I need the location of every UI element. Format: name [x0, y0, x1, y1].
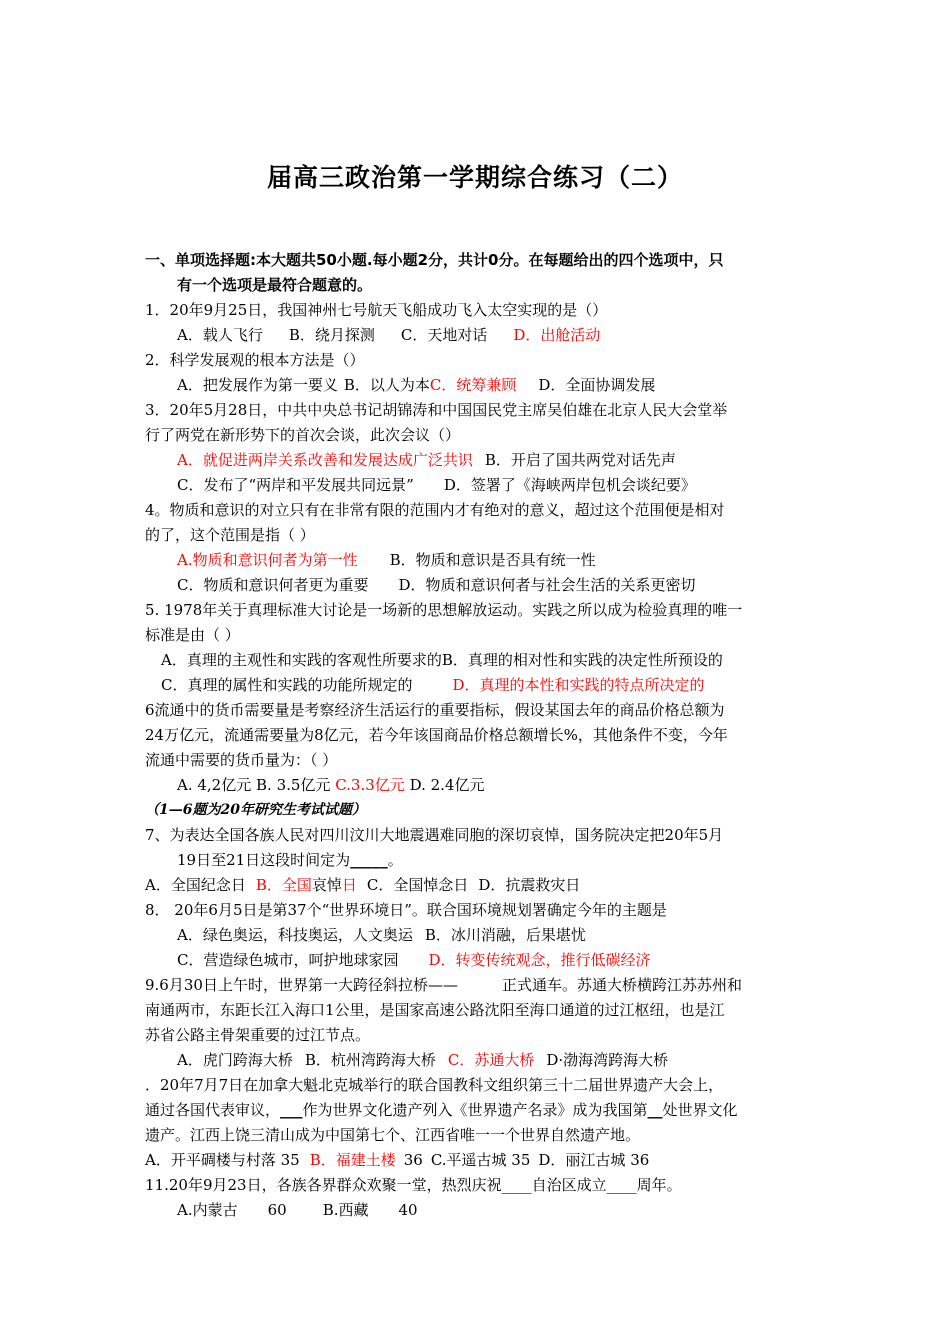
question-3-stem-cont: 行了两党在新形势下的首次会谈，此次会议（）	[145, 426, 461, 444]
option-c-answer: C.3.3亿元	[335, 776, 405, 794]
question-10-stem: ．20年7月7日在加拿大魁北克城举行的联合国教科文组织第三十二届世界遗产大会上，	[145, 1076, 724, 1094]
question-5-options-cd	[145, 673, 810, 698]
question-5-options-ab	[145, 648, 810, 673]
question-10-text: 通过各国代表审议，	[145, 1101, 281, 1119]
option-b: B．绕月探测	[288, 326, 375, 344]
option-b-number: 36	[403, 1151, 423, 1169]
question-3-options-cd	[145, 473, 810, 498]
question-7-period: 。	[387, 851, 403, 869]
option-a: A．全国纪念日	[145, 876, 246, 894]
option-a-number: 60	[267, 1201, 287, 1219]
question-6-stem: 6流通中的货币需要量是考察经济生活运行的重要指标，假设某国去年的商品价格总额为	[145, 701, 725, 719]
option-b-answer: B．福建土楼	[309, 1151, 396, 1169]
question-2-stem: 2．科学发展观的根本方法是（）	[145, 351, 365, 369]
option-d: D．全面协调发展	[538, 376, 656, 394]
option-b: B．开启了国共两党对话先声	[484, 451, 676, 469]
question-7-options	[145, 873, 810, 898]
option-d-answer: D．转变传统观念，推行低碳经济	[428, 951, 651, 969]
question-9-text-cont: 正式通车。苏通大桥横跨江苏苏州和	[501, 976, 742, 994]
option-a: A. 4,2亿元	[177, 776, 252, 794]
option-c: C．全国悼念日	[366, 876, 469, 894]
question-7-text: 19日至21日这段时间定为	[177, 851, 351, 869]
option-d: D·渤海湾跨海大桥	[546, 1051, 669, 1069]
option-c: C．真理的属性和实践的功能所规定的	[161, 676, 413, 694]
question-8-options-cd	[145, 948, 810, 973]
option-a: A．绿色奥运，科技奥运，人文奥运	[177, 926, 413, 944]
option-a: A．把发展作为第一要义	[177, 376, 338, 394]
option-b: B．冰川消融，后果堪忧	[424, 926, 586, 944]
question-10-options	[145, 1148, 810, 1173]
option-b: B．杭州湾跨海大桥	[304, 1051, 436, 1069]
question-8-stem: 8． 20年6月5日是第37个“世界环境日”。联合国环境规划署确定今年的主题是	[145, 901, 667, 919]
question-1-stem: 1．20年9月25日，我国神州七号航天飞船成功飞入太空实现的是（）	[145, 301, 608, 319]
question-10-text-cont: 作为世界文化遗产列入《世界遗产名录》成为我国第	[302, 1101, 648, 1119]
section-heading-cont: 有一个选项是最符合题意的。	[177, 276, 373, 294]
option-b-answer-part2: 哀悼	[311, 876, 342, 894]
option-a-answer: A.物质和意识何者为第一性	[177, 551, 358, 569]
page-title: 届高三政治第一学期综合练习（二）	[266, 163, 683, 192]
option-b-number: 40	[398, 1201, 418, 1219]
question-4-options-cd	[145, 573, 810, 598]
question-9-stem-cont2: 苏省公路主骨架重要的过江节点。	[145, 1026, 371, 1044]
option-c: C．营造绿色城市，呵护地球家园	[177, 951, 399, 969]
question-11-stem: 11.20年9月23日，各族各界群众欢聚一堂，热烈庆祝____自治区成立____周年。	[145, 1176, 682, 1194]
question-6-stem-cont: 24万亿元，流通需要量为8亿元，若今年该国商品价格总额增长%，其他条件不变，今年	[145, 726, 728, 744]
question-10-text-end: 处世界文化	[662, 1101, 738, 1119]
option-a: A.内蒙古	[177, 1201, 238, 1219]
question-3-options-ab	[145, 448, 810, 473]
question-11-options	[145, 1198, 810, 1223]
option-c: C．天地对话	[400, 326, 488, 344]
source-note: （1—6题为20年研究生考试试题）	[145, 802, 366, 818]
question-8-options-ab	[145, 923, 810, 948]
option-b: B．真理的相对性和实践的决定性所预设的	[441, 651, 723, 669]
option-d: D．物质和意识何者与社会生活的关系更密切	[398, 576, 696, 594]
answer-blank-2: __	[647, 1101, 663, 1119]
option-c: C.平遥古城 35	[430, 1151, 531, 1169]
answer-blank: _____	[350, 851, 388, 869]
question-9-options	[145, 1048, 810, 1073]
option-c-answer: C．苏通大桥	[447, 1051, 535, 1069]
question-9-stem	[145, 973, 810, 998]
question-1-options	[145, 323, 810, 348]
question-4-options-ab	[145, 548, 810, 573]
option-a: A．真理的主观性和实践的客观性所要求的	[161, 651, 442, 669]
question-list	[145, 248, 810, 1223]
option-b-answer-part1: B．全国	[255, 876, 312, 894]
section-heading: 一、单项选择题:本大题共50小题.每小题2分，共计0分。在每题给出的四个选项中，只	[145, 251, 724, 269]
question-9-stem-cont: 南通两市，东距长江入海口1公里，是国家高速公路沈阳至海口通道的过江枢纽，也是江	[145, 1001, 725, 1019]
option-a: A．虎门跨海大桥	[177, 1051, 293, 1069]
question-7-stem: 7、为表达全国各族人民对四川汶川大地震遇难同胞的深切哀悼，国务院决定把20年5月	[145, 826, 724, 844]
question-2-options	[145, 373, 810, 398]
question-10-stem-cont2: 遗产。江西上饶三清山成为中国第七个、江西省唯一一个世界自然遗产地。	[145, 1126, 641, 1144]
option-b-answer-part3: 日	[341, 876, 357, 894]
option-d: D．签署了《海峡两岸包机会谈纪要》	[443, 476, 696, 494]
answer-blank-1: ___	[280, 1101, 303, 1119]
question-10-stem-cont	[145, 1098, 810, 1123]
question-6-stem-cont2: 流通中需要的货币量为：（ ）	[145, 751, 338, 769]
option-b: B．物质和意识是否具有统一性	[389, 551, 596, 569]
option-d-answer: D．真理的本性和实践的特点所决定的	[452, 676, 705, 694]
question-4-stem: 4。物质和意识的对立只有在非常有限的范围内才有绝对的意义，超过这个范围便是相对	[145, 501, 725, 519]
option-b: B.西藏	[322, 1201, 369, 1219]
question-7-stem-cont	[145, 848, 810, 873]
option-c: C．物质和意识何者更为重要	[177, 576, 369, 594]
option-d-answer: D．出舱活动	[513, 326, 601, 344]
question-6-options	[145, 773, 810, 798]
question-5-stem-cont: 标准是由（ ）	[145, 626, 240, 644]
question-4-stem-cont: 的了，这个范围是指（ ）	[145, 526, 315, 544]
option-a-answer: A．就促进两岸关系改善和发展达成广泛共识	[177, 451, 473, 469]
question-3-stem: 3．20年5月28日，中共中央总书记胡锦涛和中国国民党主席吴伯雄在北京人民大会堂举	[145, 401, 728, 419]
option-d: D．丽江古城 36	[538, 1151, 650, 1169]
option-c: C．发布了“两岸和平发展共同远景”	[177, 476, 414, 494]
question-5-stem: 5. 1978年关于真理标准大讨论是一场新的思想解放运动。实践之所以成为检验真理的唯一	[145, 601, 743, 619]
question-9-text: 9.6月30日上午时，世界第一大跨径斜拉桥——	[145, 976, 458, 994]
option-c-answer: C．统筹兼顾	[429, 376, 517, 394]
option-d: D．抗震救灾日	[478, 876, 581, 894]
option-b: B．以人为本	[343, 376, 430, 394]
option-b: B. 3.5亿元	[256, 776, 331, 794]
option-d: D. 2.4亿元	[409, 776, 485, 794]
option-a: A．载人飞行	[177, 326, 263, 344]
option-a: A．开平碉楼与村落 35	[145, 1151, 300, 1169]
